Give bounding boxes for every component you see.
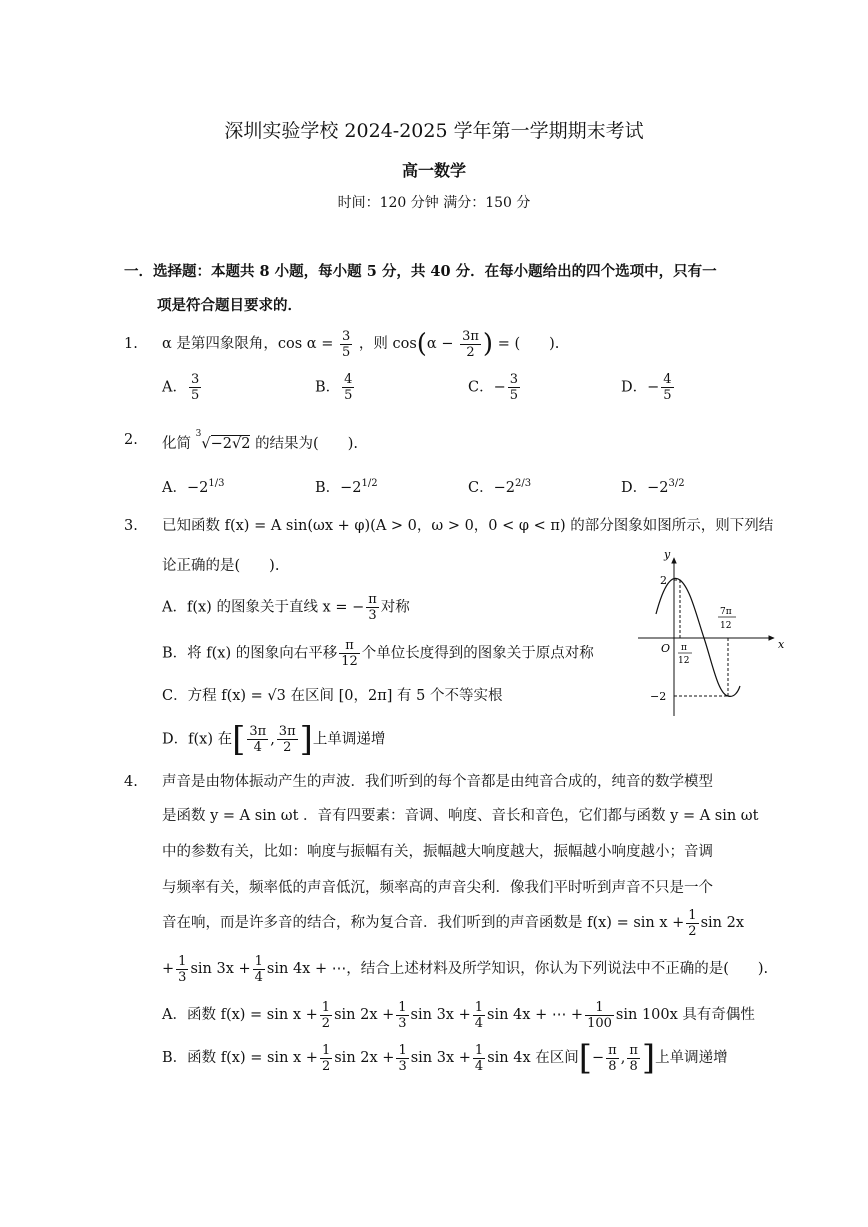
q1-inner: α − [426, 336, 454, 352]
q4-line1: 声音是由物体振动产生的声波．我们听到的每个音都是由纯音合成的，纯音的数学模型 [162, 774, 713, 790]
exam-subject: 高一数学 [401, 161, 466, 180]
q4-option-a: A．函数 f(x) = sin x + $\frac{1}{2}$ sin 2x + $\frac{1}{3}$ sin 3x + $\frac{1}{4}$ sin 4x + ⋯ + $\frac{1}{100}$ sin 100x 具有奇偶性 [162, 999, 755, 1031]
q3-option-b: B．将 f(x) 的图象向右平移 $\frac{\pi}{12}$ 个单位长度得到的图象关于原点对称 [162, 638, 594, 669]
q2-option-c: C．$-2^{2/3}$ [468, 478, 532, 496]
graph-tick2-den: 12 [720, 621, 732, 631]
section1-line1: 一．选择题：本题共 8 小题，每小题 5 分，共 40 分．在每小题给出的四个选项中，只有一 [124, 263, 717, 280]
q2-root-index: 3 [195, 429, 202, 439]
q4-number: 4. [124, 774, 138, 790]
q3-option-c: C．方程 f(x) = √3 在区间 [0，2π] 有 5 个不等实根 [162, 688, 503, 704]
q2-stem: 化简 $^3$√−2√2 的结果为( ). [162, 429, 358, 452]
q4-line6: + $\frac{1}{3}$ sin 3x + $\frac{1}{4}$ sin 4x + ⋯，结合上述材料及所学知识，你认为下列说法中不正确的是( ). [162, 953, 769, 985]
q4-line5: 音在响，而是许多音的结合，称为复合音．我们听到的声音函数是 f(x) = sin x + $\frac{1}{2}$ sin 2x [162, 907, 745, 939]
q1-text-b: ，则 cos [358, 336, 417, 352]
graph-tick1-den: 12 [678, 656, 690, 666]
q1-number: 1. [124, 336, 138, 352]
q1-cos-frac: $\frac{3}{5}$ [341, 328, 351, 360]
q2-radicand: −2√2 [210, 435, 251, 452]
graph-curve [656, 578, 740, 696]
q1-text-a: α 是第四象限角，cos α = [162, 336, 334, 352]
q3-number: 3. [124, 518, 138, 534]
q3-line2: 论正确的是( ). [162, 558, 280, 574]
q4-line4: 与频率有关，频率低的声音低沉，频率高的声音尖利．像我们平时听到声音不只是一个 [162, 880, 713, 896]
q3-option-d: D．f(x) 在[ $\frac{3\pi}{4}$ , $\frac{3\pi}{2}$ ]上单调递增 [162, 719, 386, 760]
q2-number: 2. [124, 432, 138, 448]
q3-option-a: A．f(x) 的图象关于直线 x = − $\frac{\pi}{3}$ 对称 [162, 592, 410, 623]
q3-line1: 已知函数 f(x) = A sin(ωx + φ)(A > 0，ω > 0，0 < φ < π) 的部分图象如图所示，则下列结 [162, 518, 774, 534]
q1-option-b: B． $\frac{4}{5}$ [315, 372, 353, 403]
q1-text-c: = ( ). [497, 336, 560, 352]
exam-meta: 时间：120 分钟 满分：150 分 [337, 195, 531, 211]
graph-y-bottom: −2 [650, 690, 667, 703]
q3-function-graph [636, 544, 786, 720]
graph-tick2-num: 7π [720, 607, 732, 617]
q1-option-c: C．− $\frac{3}{5}$ [468, 372, 519, 403]
graph-y-top: 2 [660, 574, 667, 587]
q2-option-a: A．$-2^{1/3}$ [162, 478, 225, 496]
q1-option-a: A． $\frac{3}{5}$ [162, 372, 200, 403]
q1-inner-frac: $\frac{3\pi}{2}$ [462, 328, 479, 360]
q4-line2: 是函数 y = A sin ωt ．音有四要素：音调、响度、音长和音色，它们都与函数 y = A sin ωt [162, 808, 759, 824]
exam-title: 深圳实验学校 2024-2025 学年第一学期期末考试 [224, 120, 644, 142]
q2-radical: √ [201, 435, 211, 452]
q2-option-d: D．$-2^{3/2}$ [621, 478, 685, 496]
q4-line3: 中的参数有关，比如：响度与振幅有关，振幅越大响度越大，振幅越小响度越小；音调 [162, 844, 713, 860]
graph-y-label: y [664, 548, 671, 561]
section1-line2: 项是符合题目要求的． [157, 297, 302, 314]
q1-stem: α 是第四象限角，cos α = $\frac{3}{5}$ ，则 cos(α − $\frac{3\pi}{2}$ ) = ( ). [162, 328, 560, 360]
graph-origin: O [661, 642, 671, 655]
graph-x-label: x [778, 638, 785, 651]
q2-option-b: B．$-2^{1/2}$ [315, 478, 378, 496]
q4-option-b: B．函数 f(x) = sin x + $\frac{1}{2}$ sin 2x + $\frac{1}{3}$ sin 3x + $\frac{1}{4}$ sin 4x 在区间[− $\frac{\pi}{8}$ , $\frac{\pi}{8}$ ]上单调递增 [162, 1038, 728, 1078]
graph-tick1-num: π [681, 643, 687, 653]
q1-option-d: D．− $\frac{4}{5}$ [621, 372, 672, 403]
